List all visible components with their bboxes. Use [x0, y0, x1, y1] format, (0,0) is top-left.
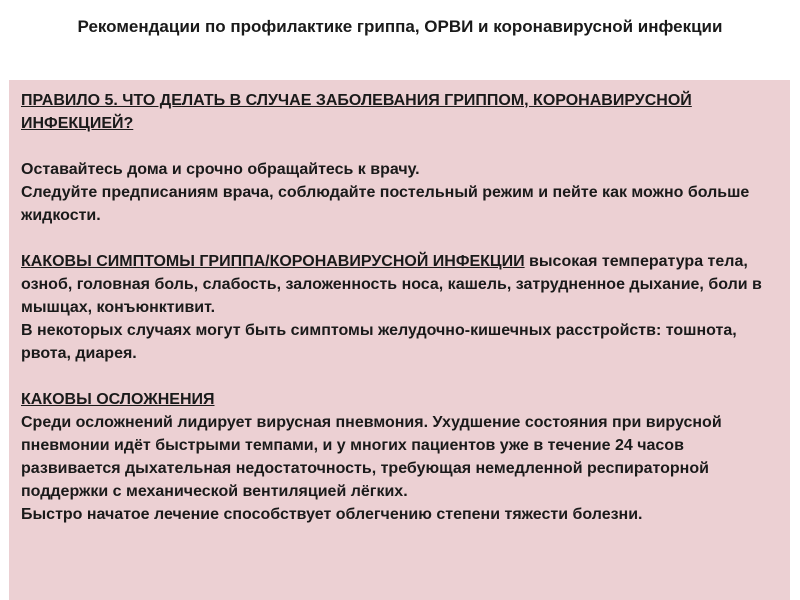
rule-heading: ПРАВИЛО 5. ЧТО ДЕЛАТЬ В СЛУЧАЕ ЗАБОЛЕВАНИЯ ГРИППОМ, КОРОНАВИРУСНОЙ ИНФЕКЦИЕЙ?: [21, 92, 692, 132]
complications-heading: КАКОВЫ ОСЛОЖНЕНИЯ: [21, 391, 215, 408]
symptoms-extra: В некоторых случаях могут быть симптомы желудочно-кишечных расстройств: тошнота, рвота, диарея.: [21, 322, 737, 362]
symptoms-heading: КАКОВЫ СИМПТОМЫ ГРИППА/КОРОНАВИРУСНОЙ ИНФЕКЦИИ: [21, 253, 525, 270]
page-title: Рекомендации по профилактике гриппа, ОРВИ и коронавирусной инфекции: [77, 17, 723, 36]
content-panel: [9, 80, 790, 600]
symptoms-text: высокая температура тела, озноб, головная боль, слабость, заложенность носа, кашель, затрудненное дыхание, боли в мышцах, конъюнктивит.: [21, 253, 762, 316]
complications-text: Среди осложнений лидирует вирусная пневмония. Ухудшение состояния при вирусной пневмонии идёт быстрыми темпами, и у многих пациентов уже в течение 24 часов развивается дыхательная недостаточность, требующая немедленной респираторной поддержки с механической вентиляцией лёгких.: [21, 414, 722, 500]
advice-follow-doctor: Следуйте предписаниям врача, соблюдайте постельный режим и пейте как можно больше жидкости.: [21, 184, 750, 224]
spacer: [21, 135, 780, 158]
symptoms-paragraph: [21, 250, 780, 319]
complications-extra: Быстро начатое лечение способствует облегчению степени тяжести болезни.: [21, 506, 643, 523]
title-area: [0, 14, 800, 40]
spacer: [21, 365, 780, 388]
spacer: [21, 227, 780, 250]
advice-stay-home: Оставайтесь дома и срочно обращайтесь к врачу.: [21, 161, 420, 178]
